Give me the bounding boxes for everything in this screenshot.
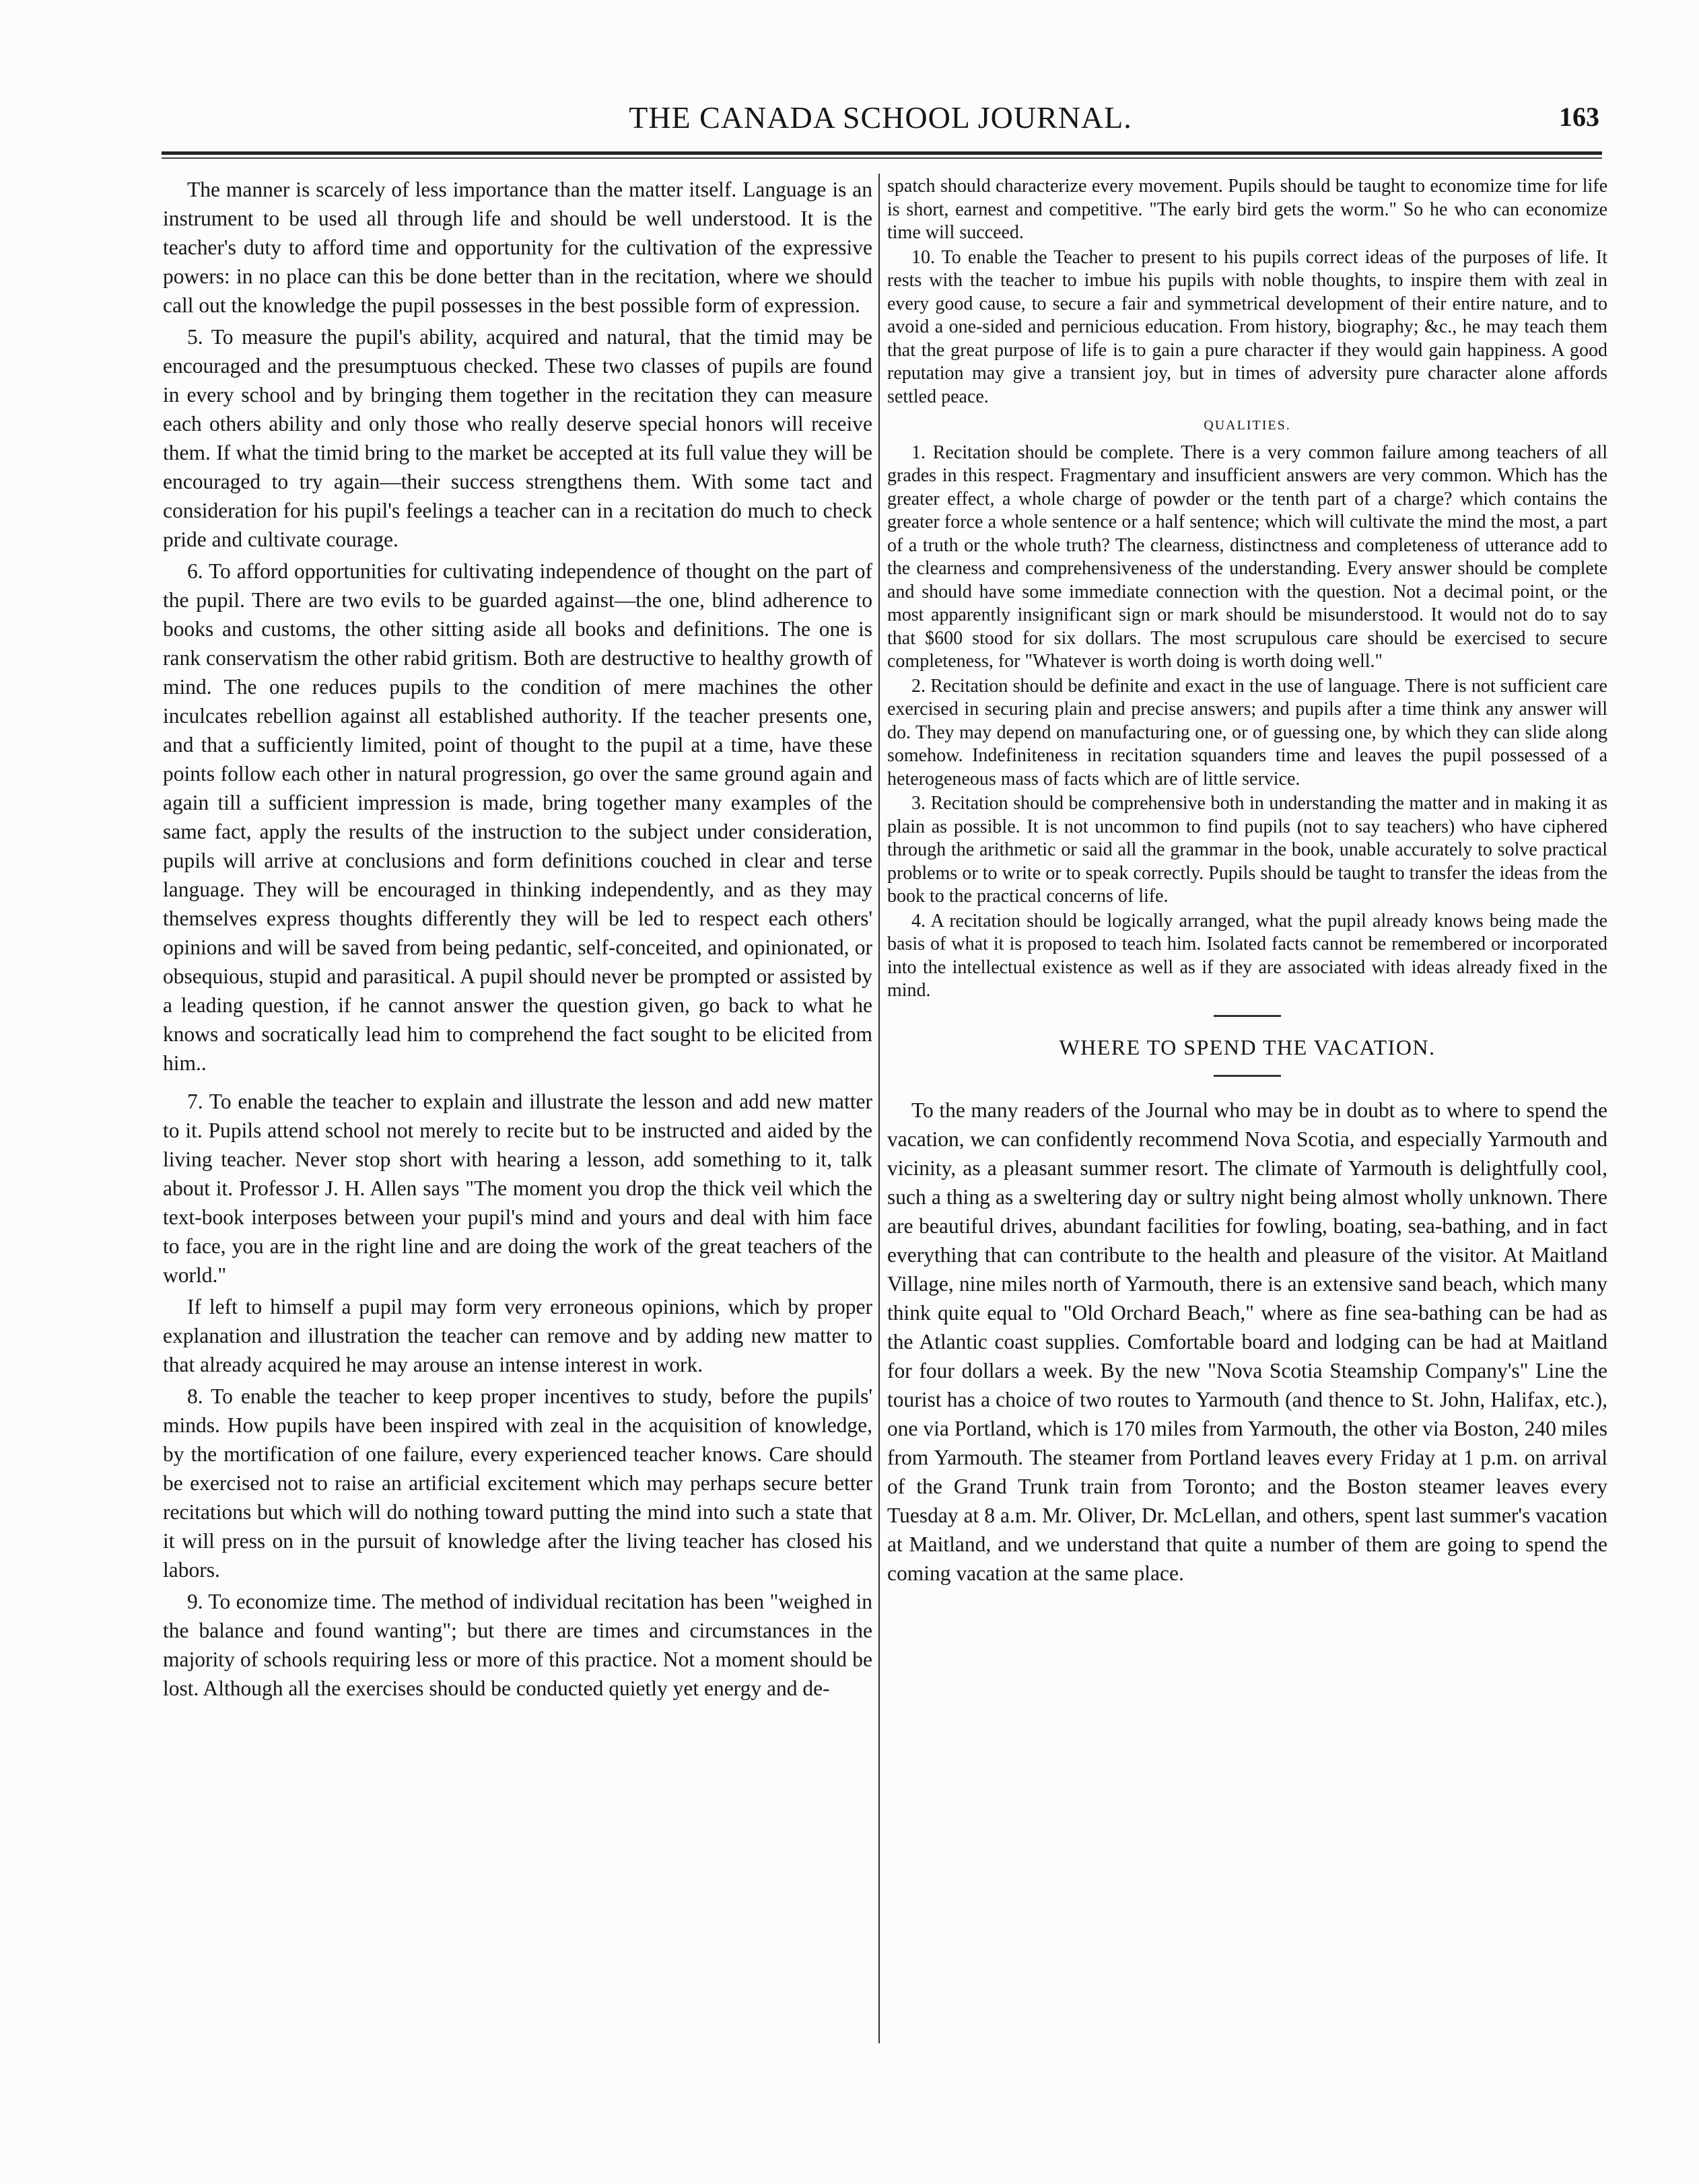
paragraph: 10. To enable the Teacher to present to his pupils correct ideas of the purposes of life. It rests with the teacher to imbue his pupils with noble thoughts, to inspire them with zeal in every good cause, to secure a fair and symmetrical development of their entire nature, and to avoid a one-sided and pernicious education. From history, biography; &c., he may teach them that the great purpose of life is to gain a pure character if they would gain happiness. A good reputation may give a transient joy, but in times of adversity pure character alone affords settled peace. bbox=[887, 246, 1607, 407]
paragraph: 9. To economize time. The method of individual recitation has been "weighed in the balance and found wanting"; but there are times and circumstances in the majority of schools requiring less or more of this practice. Not a moment should be lost. Although all the exercises should be conducted quietly yet energy and de- bbox=[163, 1590, 872, 1700]
section-rule bbox=[1214, 1075, 1281, 1077]
header-rule-thin bbox=[162, 157, 1602, 159]
header-rule bbox=[162, 151, 1602, 155]
paragraph: 6. To afford opportunities for cultivating independence of thought on the part of the pupil. There are two evils to be guarded against—the one, blind adherence to books and customs, the other sitting aside all books and definitions. The one is rank conservatism the other rabid gritism. Both are destructive to healthy growth of mind. The one reduces pupils to the condition of mere machines the other inculcates rebellion against all established authority. If the teacher presents one, and that a sufficiently limited, point of thought to the pupil at a time, have these points follow each other in natural progression, go over the same ground again and again till a sufficient impression is made, bring together many examples of the same fact, apply the results of the instruction to the subject under consideration, pupils will arrive at conclusions and form definitions couched in clear and terse language. They will be encouraged in thinking independently, and as they may themselves express thoughts differently they will be led to respect each others' opinions and will be saved from being pedantic, self-conceited, and opinionated, or obsequious, stupid and parasitical. A pupil should never be prompted or assisted by a leading question, if he cannot answer the question given, go back to what he knows and socratically lead him to comprehend the fact sought to be elicited from him.. bbox=[163, 559, 872, 1075]
left-column bbox=[163, 175, 872, 1703]
paragraph: To the many readers of the Journal who may be in doubt as to where to spend the vacation, we can confidently recommend Nova Scotia, and especially Yarmouth and vicinity, as a pleasant summer resort. The climate of Yarmouth is delightfully cool, such a thing as a sweltering day or sultry night being almost wholly unknown. There are beautiful drives, abundant facilities for fowling, boating, sea-bathing, and in fact everything that can contribute to the health and pleasure of the visitor. At Maitland Village, nine miles north of Yarmouth, there is an extensive sand beach, which many think quite equal to "Old Orchard Beach," where as fine sea-bathing can be had as the Atlantic coast supplies. Comfortable board and lodging can be had at Maitland for four dollars a week. By the new "Nova Scotia Steamship Company's" Line the tourist has a choice of two routes to Yarmouth (and thence to St. John, Halifax, etc.), one via Portland, which is 170 miles from Yarmouth, the other via Boston, 240 miles from Yarmouth. The steamer from Portland leaves every Friday at 1 p.m. on arrival of the Grand Trunk train from Toronto; and the Boston steamer leaves every Tuesday at 8 a.m. Mr. Oliver, Dr. McLellan, and others, spent last summer's vacation at Maitland, and we understand that quite a number of them are going to spend the coming vacation at the same place. bbox=[887, 1098, 1607, 1585]
right-column bbox=[887, 175, 1607, 1588]
page-number: 163 bbox=[1559, 102, 1599, 132]
paragraph: 7. To enable the teacher to explain and illustrate the lesson and add new matter to it. Pupils attend school not merely to recite but to be instructed and aided by the living teacher. Never stop short with hearing a lesson, add something to it, talk about it. Professor J. H. Allen says "The moment you drop the thick veil which the text-book interposes between your pupil's mind and yours and deal with him face to face, you are in the right line and are doing the work of the great teachers of the world." bbox=[163, 1090, 872, 1287]
journal-title: THE CANADA SCHOOL JOURNAL. bbox=[629, 100, 1132, 135]
qualities-heading: QUALITIES. bbox=[1204, 418, 1291, 433]
vacation-article-title: WHERE TO SPEND THE VACATION. bbox=[1059, 1034, 1436, 1059]
paragraph: 5. To measure the pupil's ability, acquired and natural, that the timid may be encouraged and the presumptuous checked. These two classes of pupils are found in every school and by bringing them together in the recitation they can measure each others ability and only those who really deserve special honors will receive them. If what the timid bring to the market be accepted at its full value they will be encouraged to try again—their success strengthens them. With some tact and consideration for his pupil's feelings a teacher can in a recitation do much to check pride and cultivate courage. bbox=[163, 325, 872, 551]
column-divider bbox=[878, 174, 880, 2043]
paragraph: 3. Recitation should be comprehensive both in understanding the matter and in making it as plain as possible. It is not uncommon to find pupils (not to say teachers) who have ciphered through the arithmetic or said all the grammar in the book, unable accurately to solve practical problems or to write or to speak correctly. Pupils should be taught to transfer the ideas from the book to the practical concerns of life. bbox=[887, 793, 1607, 907]
paragraph: If left to himself a pupil may form very erroneous opinions, which by proper explanation and illustration the teacher can remove and by adding new matter to that already acquired he may arouse an intense interest in work. bbox=[163, 1295, 872, 1376]
paragraph: The manner is scarcely of less importance than the matter itself. Language is an instrument to be used all through life and should be well understood. It is the teacher's duty to afford time and opportunity for the cultivation of the expressive powers: in no place can this be done better than in the recitation, where we should call out the knowledge the pupil possesses in the best possible form of expression. bbox=[163, 178, 872, 317]
section-rule bbox=[1214, 1015, 1281, 1017]
paragraph: spatch should characterize every movement. Pupils should be taught to economize time for life is short, earnest and competitive. "The early bird gets the worm." So he who can economize time will succeed. bbox=[887, 176, 1607, 243]
vacation-article bbox=[887, 1096, 1607, 1588]
paragraph: 2. Recitation should be definite and exact in the use of language. There is not sufficient care exercised in securing plain and precise answers; and pupils after a time think any answer will do. They may depend on manufacturing one, or of guessing one, by which they can slide along somehow. Indefiniteness in recitation squanders time and leaves the pupil possessed of a heterogeneous mass of facts which are of little service. bbox=[887, 675, 1607, 789]
paragraph: 1. Recitation should be complete. There is a very common failure among teachers of all grades in this respect. Fragmentary and insufficient answers are very common. Which has the greater effect, a whole charge of powder or the tenth part of a charge? which contains the greater force a whole sentence or a half sentence; which will cultivate the mind the most, a part of a truth or the whole truth? The clearness, distinctness and completeness of utterance add to the clearness and comprehensiveness of the understanding. Every answer should be complete and should have some immediate connection with the question. Not a decimal point, or the most apparently insignificant sign or mark should be misunderstood. It would not do to say that $600 stood for six dollars. The most scrupulous care should be exercised to secure completeness, for "Whatever is worth doing is worth doing well." bbox=[887, 442, 1607, 672]
page-header bbox=[162, 100, 1599, 143]
paragraph: 8. To enable the teacher to keep proper incentives to study, before the pupils' minds. How pupils have been inspired with zeal in the acquisition of knowledge, by the mortification of one failure, every experienced teacher knows. Care should be exercised not to raise an artificial excitement which may perhaps secure better recitations but which will do nothing toward putting the mind into such a state that it will press on in the pursuit of knowledge after the living teacher has closed his labors. bbox=[163, 1384, 872, 1582]
paragraph: 4. A recitation should be logically arranged, what the pupil already knows being made the basis of what it is proposed to teach him. Isolated facts cannot be remembered or incorporated into the intellectual existence as well as if they are associated with ideas already fixed in the mind. bbox=[887, 910, 1607, 1001]
